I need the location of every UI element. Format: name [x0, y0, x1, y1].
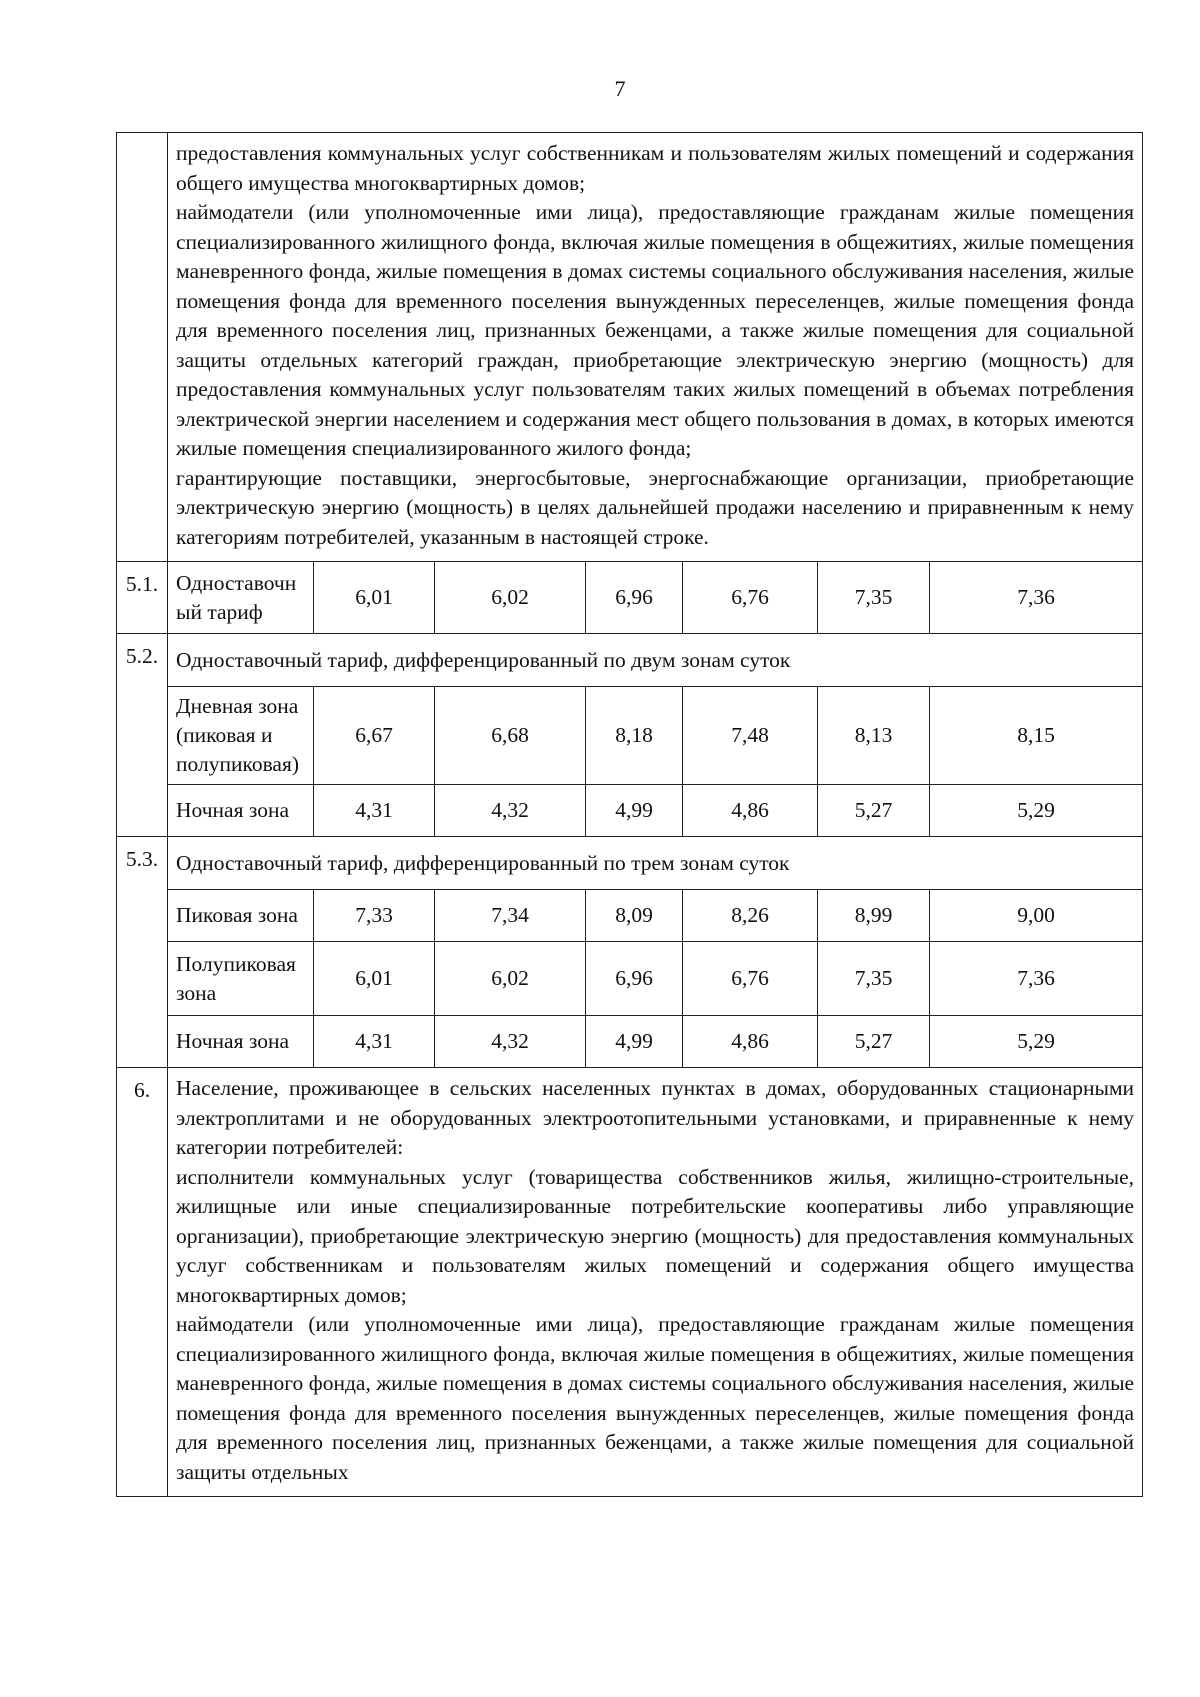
row-6	[117, 1068, 1143, 1497]
tariff-value: 8,99	[818, 890, 930, 942]
row-5-3-header	[117, 837, 1143, 890]
tariff-value: 6,96	[586, 562, 683, 634]
tariff-value: 5,29	[930, 1016, 1143, 1068]
tariff-value: 5,27	[818, 1016, 930, 1068]
zone-label: Полупиковая зона	[168, 942, 314, 1016]
paragraph: наймодатели (или уполномоченные ими лица), предоставляющие гражданам жилые помещения специализированного жилищного фонда, включая жилые помещения в общежитиях, жилые помещения маневренного фонда, жилые помещения в домах системы социального обслуживания населения, жилые помещения фонда для временного поселения вынужденных переселенцев, жилые помещения фонда для временного поселения лиц, признанных беженцами, а также жилые помещения для социальной защиты отдельных категорий граждан, приобретающие электрическую энергию (мощность) для предоставления коммунальных услуг пользователям таких жилых помещений в объемах потребления электрической энергии населением и содержания мест общего пользования в домах, в которых имеются жилые помещения специализированного жилого фонда;	[176, 200, 1135, 460]
tariff-value: 7,36	[930, 942, 1143, 1016]
zone-row	[117, 687, 1143, 785]
tariff-value: 6,96	[586, 942, 683, 1016]
zone-label: Ночная зона	[168, 1016, 314, 1068]
zone-row	[117, 942, 1143, 1016]
zone-label: Дневная зона (пиковая и полупиковая)	[168, 687, 314, 785]
row-number: 5.1.	[117, 562, 168, 634]
tariff-value: 5,29	[930, 785, 1143, 837]
tariff-value: 6,67	[314, 687, 435, 785]
tariff-value: 8,18	[586, 687, 683, 785]
page-number: 7	[614, 76, 626, 101]
row-label: Одноставочный тариф	[168, 562, 314, 634]
tariff-value: 6,76	[683, 562, 818, 634]
paragraph: исполнители коммунальных услуг (товарищества собственников жилья, жилищно-строительные, жилищные или иные специализированные потребительские кооперативы либо управляющие организации), приобретающие электрическую энергию (мощность) для предоставления коммунальных услуг собственникам и пользователям жилых помещений и содержания общего имущества многоквартирных домов;	[176, 1164, 1135, 1307]
row-5-2-header	[117, 634, 1143, 687]
zone-row	[117, 890, 1143, 942]
row-5-description	[168, 133, 1143, 562]
tariff-value: 9,00	[930, 890, 1143, 942]
tariff-value: 8,09	[586, 890, 683, 942]
tariff-value: 7,48	[683, 687, 818, 785]
tariff-value: 4,31	[314, 1016, 435, 1068]
tariff-value: 6,76	[683, 942, 818, 1016]
zone-row	[117, 1016, 1143, 1068]
row-5-1	[117, 562, 1143, 634]
tariff-value: 8,15	[930, 687, 1143, 785]
row-header: Одноставочный тариф, дифференцированный по трем зонам суток	[168, 837, 1143, 890]
tariff-value: 7,34	[435, 890, 586, 942]
tariff-value: 7,35	[818, 942, 930, 1016]
tariff-table	[116, 132, 1143, 1497]
paragraph: гарантирующие поставщики, энергосбытовые, энергоснабжающие организации, приобретающие электрическую энергию (мощность) в целях дальнейшей продажи населению и приравненным к нему категориям потребителей, указанным в настоящей строке.	[176, 465, 1135, 549]
tariff-value: 4,99	[586, 1016, 683, 1068]
tariff-value: 4,31	[314, 785, 435, 837]
tariff-value: 6,02	[435, 562, 586, 634]
tariff-value: 7,36	[930, 562, 1143, 634]
row-5-continuation	[117, 133, 1143, 562]
tariff-value: 8,26	[683, 890, 818, 942]
paragraph: наймодатели (или уполномоченные ими лица), предоставляющие гражданам жилые помещения специализированного жилищного фонда, включая жилые помещения в общежитиях, жилые помещения маневренного фонда, жилые помещения в домах системы социального обслуживания населения, жилые помещения фонда для временного поселения вынужденных переселенцев, жилые помещения фонда для временного поселения лиц, признанных беженцами, а также жилые помещения для социальной защиты отдельных	[176, 1312, 1135, 1484]
tariff-value: 6,68	[435, 687, 586, 785]
tariff-value: 6,01	[314, 942, 435, 1016]
tariff-value: 8,13	[818, 687, 930, 785]
tariff-value: 4,86	[683, 785, 818, 837]
row-number: 6.	[117, 1068, 168, 1497]
paragraph: Население, проживающее в сельских населенных пунктах в домах, оборудованных стационарными электроплитами и не оборудованных электроотопительными установками, и приравненные к нему категории потребителей:	[176, 1076, 1135, 1159]
paragraph: предоставления коммунальных услуг собственникам и пользователям жилых помещений и содержания общего имущества многоквартирных домов;	[176, 141, 1135, 195]
tariff-value: 4,99	[586, 785, 683, 837]
tariff-value: 4,32	[435, 785, 586, 837]
tariff-value: 4,32	[435, 1016, 586, 1068]
row-6-description	[168, 1068, 1143, 1497]
tariff-value: 7,35	[818, 562, 930, 634]
tariff-value: 5,27	[818, 785, 930, 837]
zone-row	[117, 785, 1143, 837]
row-number: 5.3.	[117, 837, 168, 1068]
tariff-value: 7,33	[314, 890, 435, 942]
row-header: Одноставочный тариф, дифференцированный по двум зонам суток	[168, 634, 1143, 687]
row-number-empty	[117, 133, 168, 562]
row-number: 5.2.	[117, 634, 168, 837]
zone-label: Пиковая зона	[168, 890, 314, 942]
tariff-value: 4,86	[683, 1016, 818, 1068]
tariff-value: 6,02	[435, 942, 586, 1016]
tariff-value: 6,01	[314, 562, 435, 634]
zone-label: Ночная зона	[168, 785, 314, 837]
